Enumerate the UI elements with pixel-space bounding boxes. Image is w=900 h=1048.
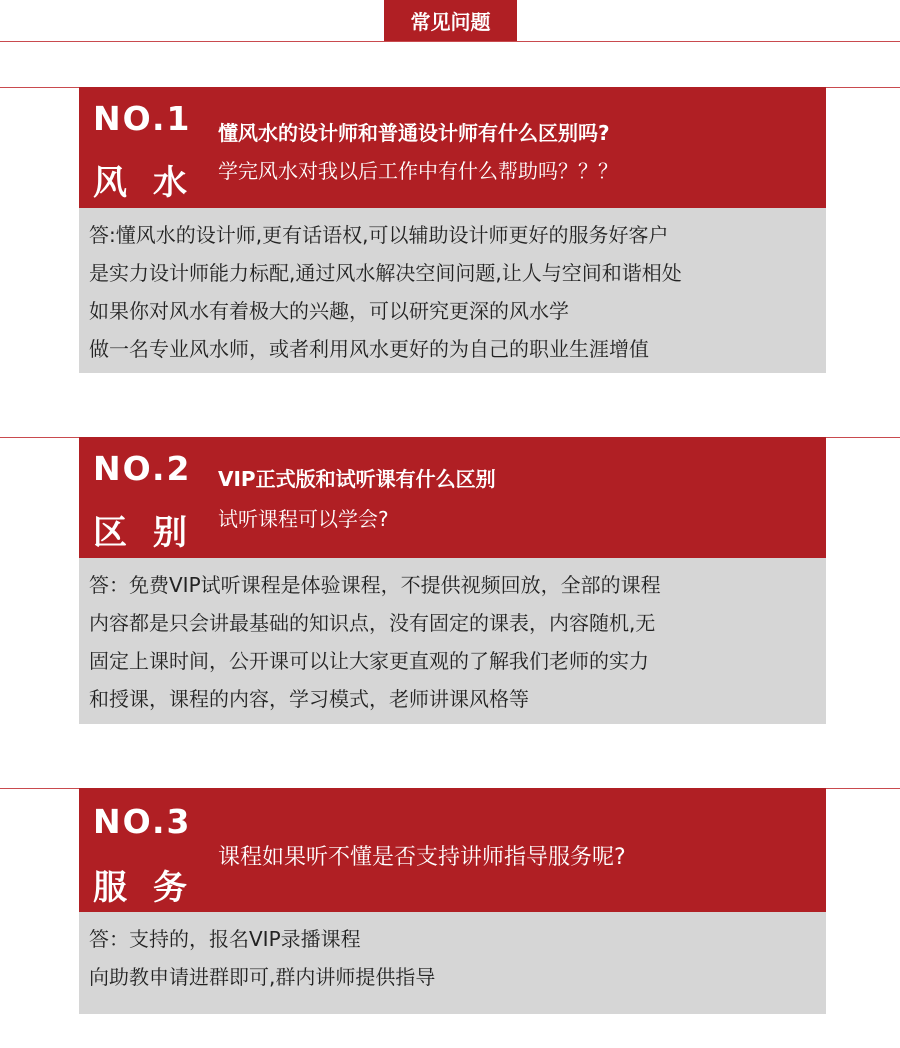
faq-answer [79, 558, 826, 724]
faq-number: NO.2 [93, 449, 192, 488]
divider [0, 41, 900, 42]
faq-header [79, 788, 826, 912]
answer-line: 做一名专业风水师，或者利用风水更好的为自己的职业生涯增值 [89, 337, 649, 361]
answer-line: 固定上课时间，公开课可以让大家更直观的了解我们老师的实力 [89, 649, 649, 673]
answer-line: 内容都是只会讲最基础的知识点，没有固定的课表，内容随机,无 [89, 611, 656, 635]
faq-title-tab [384, 0, 517, 41]
faq-question: 试听课程可以学会? [218, 507, 389, 531]
faq-number: NO.1 [93, 99, 192, 138]
answer-line: 和授课，课程的内容，学习模式，老师讲课风格等 [89, 687, 529, 711]
faq-item-3 [79, 788, 826, 1014]
faq-category: 服务 [93, 868, 213, 908]
answer-line: 向助教申请进群即可,群内讲师提供指导 [89, 965, 436, 989]
page-title: 常见问题 [410, 10, 491, 34]
faq-header [79, 437, 826, 558]
faq-header [79, 87, 826, 208]
faq-question: 懂风水的设计师和普通设计师有什么区别吗? [218, 121, 610, 145]
faq-category: 风水 [93, 163, 213, 203]
answer-line: 答:懂风水的设计师,更有话语权,可以辅助设计师更好的服务好客户 [89, 223, 669, 247]
faq-category: 区别 [93, 513, 213, 553]
answer-line: 答：支持的，报名VIP录播课程 [89, 927, 361, 951]
faq-answer [79, 912, 826, 1014]
faq-answer [79, 208, 826, 373]
answer-line: 是实力设计师能力标配,通过风水解决空间问题,让人与空间和谐相处 [89, 261, 682, 285]
faq-number: NO.3 [93, 802, 192, 841]
faq-question: 学完风水对我以后工作中有什么帮助吗？？？ [218, 159, 618, 183]
faq-item-1 [79, 87, 826, 373]
answer-line: 答：免费VIP试听课程是体验课程，不提供视频回放，全部的课程 [89, 573, 661, 597]
faq-question: VIP正式版和试听课有什么区别 [218, 467, 496, 491]
faq-question: 课程如果听不懂是否支持讲师指导服务呢? [218, 845, 626, 870]
faq-item-2 [79, 437, 826, 724]
answer-line: 如果你对风水有着极大的兴趣，可以研究更深的风水学 [89, 299, 569, 323]
